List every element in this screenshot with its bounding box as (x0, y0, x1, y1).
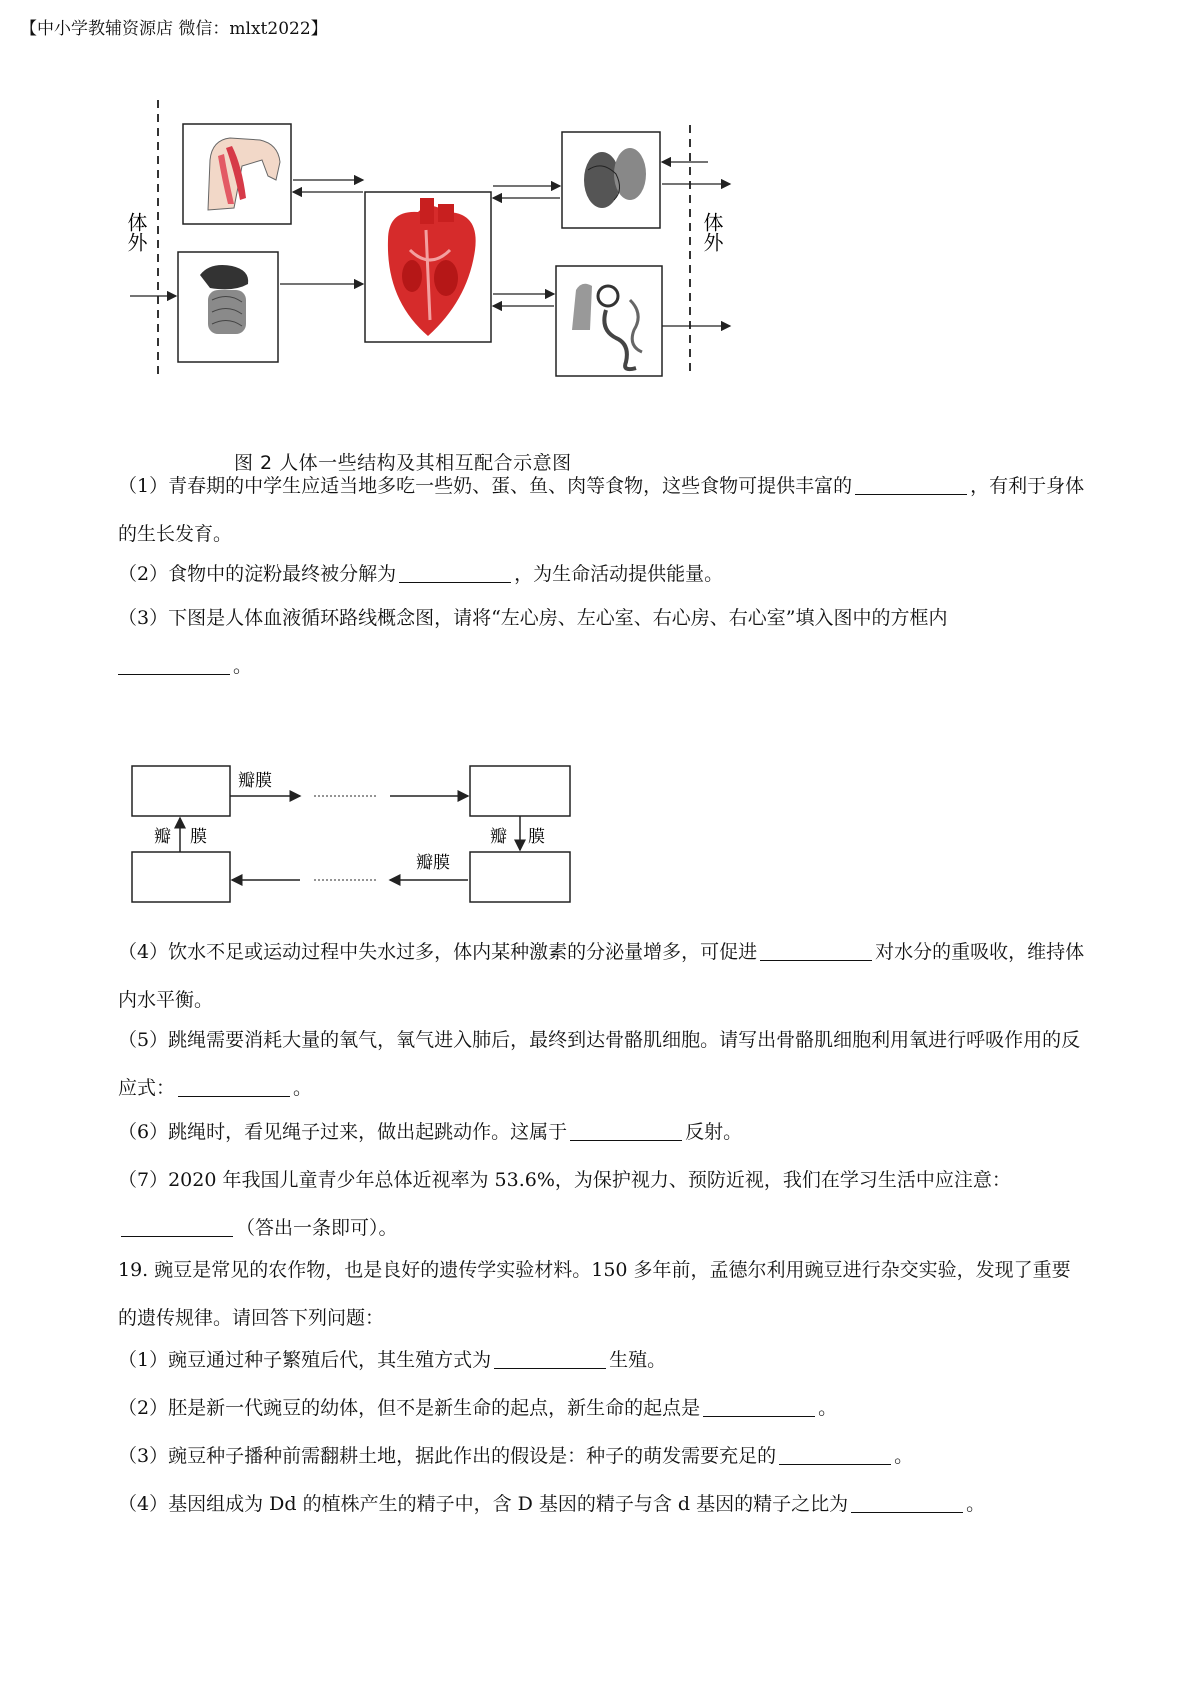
right-outside-label: 体外 (700, 212, 724, 252)
valve-label-left: 瓣 (154, 827, 171, 847)
answer-blank[interactable] (494, 1346, 606, 1369)
q19-item-4: （4）基因组成为 Dd 的植株产生的精子中，含 D 基因的精子与含 d 基因的精子之比为 。 (118, 1480, 1088, 1528)
left-outside-label: 体外 (124, 212, 148, 252)
q18-item-6: （6）跳绳时，看见绳子过来，做出起跳动作。这属于 反射。 (118, 1108, 1088, 1156)
chamber-box-bottom-right (470, 852, 570, 902)
q19-item-1: （1）豌豆通过种子繁殖后代，其生殖方式为 生殖。 (118, 1336, 1088, 1384)
valve-label-bottom: 瓣膜 (416, 853, 450, 873)
answer-blank[interactable] (570, 1118, 682, 1141)
q19-item-2: （2）胚是新一代豌豆的幼体，但不是新生命的起点，新生命的起点是 。 (118, 1384, 1088, 1432)
q18-item-2: （2）食物中的淀粉最终被分解为 ，为生命活动提供能量。 (118, 550, 1088, 598)
valve-label-left: 膜 (190, 827, 207, 847)
answer-blank[interactable] (760, 938, 872, 961)
q19-item-3: （3）豌豆种子播种前需翻耕土地，据此作出的假设是：种子的萌发需要充足的 。 (118, 1432, 1088, 1480)
chamber-box-top-left (132, 766, 230, 816)
answer-blank[interactable] (855, 472, 967, 495)
chamber-box-bottom-left (132, 852, 230, 902)
q18-item-1: （1）青春期的中学生应适当地多吃一些奶、蛋、鱼、肉等食物，这些食物可提供丰富的 ，有利于身体的生长发育。 (118, 462, 1088, 558)
figure-2-caption: 图 2 人体一些结构及其相互配合示意图 (234, 452, 572, 474)
q18-item-5: （5）跳绳需要消耗大量的氧气，氧气进入肺后，最终到达骨骼肌细胞。请写出骨骼肌细胞利用氧进行呼吸作用的反应式： 。 (118, 1029, 1081, 1099)
watermark: 【中小学教辅资源店 微信：mlxt2022】 (20, 19, 328, 39)
figure-2-organ-diagram (124, 100, 810, 490)
answer-blank[interactable] (399, 560, 511, 583)
circulation-concept-map (130, 760, 640, 920)
q19-stem: 19. 豌豆是常见的农作物，也是良好的遗传学实验材料。150 多年前，孟德尔利用豌豆进行杂交实验，发现了重要的遗传规律。请回答下列问题： (118, 1259, 1071, 1329)
valve-label-right: 瓣 (490, 827, 507, 847)
answer-blank[interactable] (121, 1214, 233, 1237)
q18-item-4: （4）饮水不足或运动过程中失水过多，体内某种激素的分泌量增多，可促进 对水分的重吸收，维持体内水平衡。 (118, 928, 1088, 1024)
answer-blank[interactable] (779, 1442, 891, 1465)
valve-label-top: 瓣膜 (238, 771, 272, 791)
q18-item-7: （7）2020 年我国儿童青少年总体近视率为 53.6%，为保护视力、预防近视，我们在学习生活中应注意：（答出一条即可）。 (118, 1169, 1011, 1239)
chamber-box-top-right (470, 766, 570, 816)
answer-blank[interactable] (118, 652, 230, 675)
q18-item-3: （3）下图是人体血液循环路线概念图，请将“左心房、左心室、右心房、右心室”填入图中的方框内 。 (118, 607, 948, 677)
answer-blank[interactable] (178, 1074, 290, 1097)
valve-label-right: 膜 (528, 827, 545, 847)
answer-blank[interactable] (851, 1490, 963, 1513)
answer-blank[interactable] (703, 1394, 815, 1417)
